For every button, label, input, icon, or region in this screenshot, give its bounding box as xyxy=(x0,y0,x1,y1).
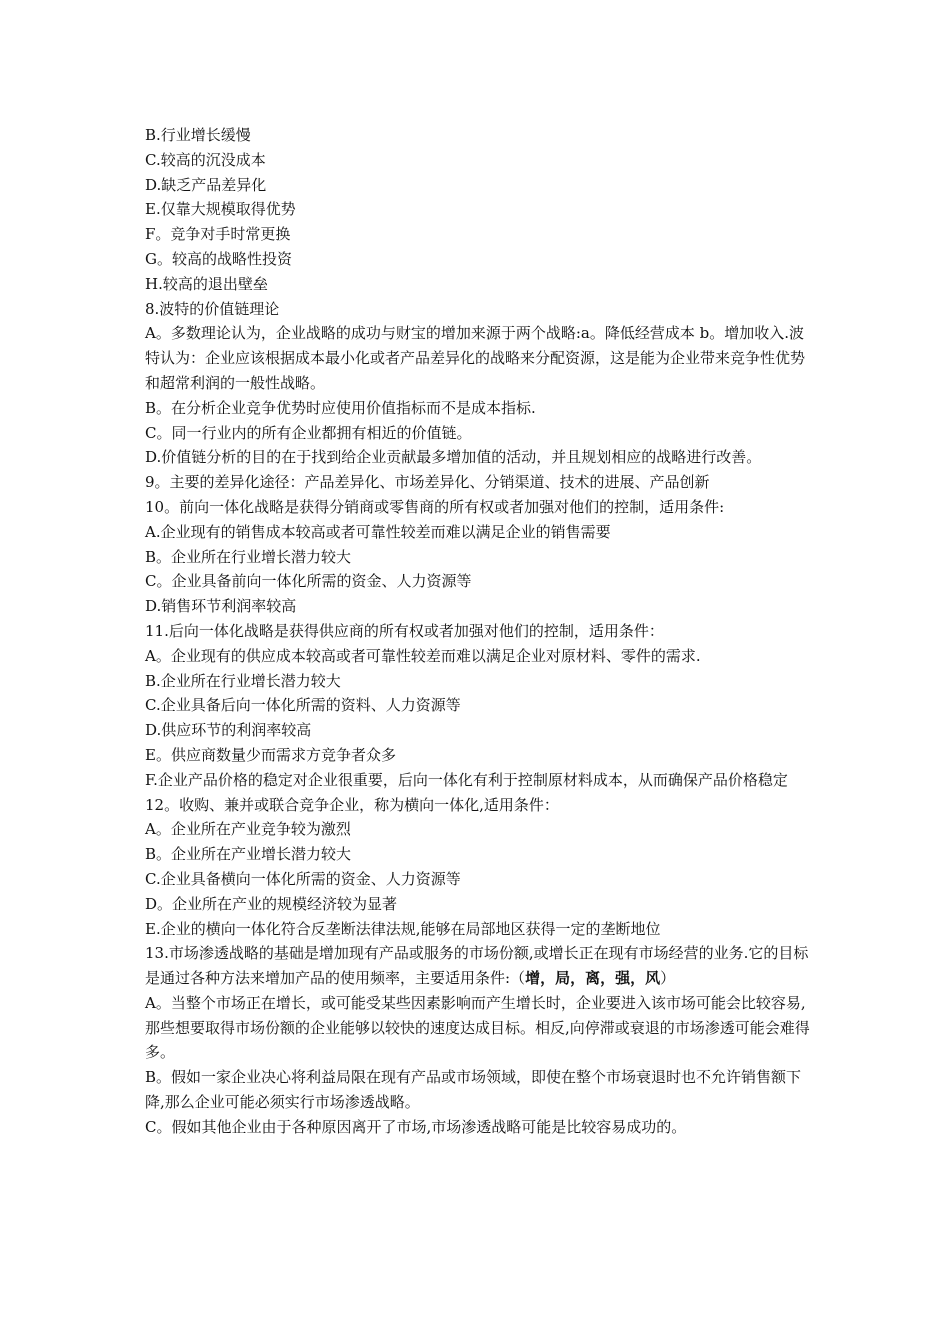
section-heading: 11.后向一体化战略是获得供应商的所有权或者加强对他们的控制，适用条件： xyxy=(145,621,664,640)
paragraph: C。假如其他企业由于各种原因离开了市场,市场渗透战略可能是比较容易成功的。 xyxy=(145,1117,687,1136)
paragraph: C.企业具备后向一体化所需的资料、人力资源等 xyxy=(145,696,461,715)
paragraph: A.企业现有的销售成本较高或者可靠性较差而难以满足企业的销售需要 xyxy=(145,522,611,541)
paragraph: E.企业的横向一体化符合反垄断法律法规,能够在局部地区获得一定的垄断地位 xyxy=(145,919,661,938)
section-13-keywords: 增，局，离，强，风 xyxy=(525,969,661,988)
section-heading: 10。前向一体化战略是获得分销商或零售商的所有权或者加强对他们的控制，适用条件: xyxy=(145,497,725,516)
paragraph: B。假如一家企业决心将利益局限在现有产品或市场领域，即使在整个市场衰退时也不允许销售额下降,那么企业可能必须实行市场渗透战略。 xyxy=(145,1068,802,1112)
paragraph: A。多数理论认为，企业战略的成功与财宝的增加来源于两个战略:a。降低经营成本 b。增加收入.波特认为：企业应该根据成本最小化或者产品差异化的战略来分配资源，这是能为企业带来竞争性优势和超常利润的一般性战略。 xyxy=(145,324,806,392)
paragraph: C.企业具备横向一体化所需的资金、人力资源等 xyxy=(145,869,461,888)
paragraph: B.行业增长缓慢 xyxy=(145,126,251,144)
paragraph: D.价值链分析的目的在于找到给企业贡献最多增加值的活动，并且规划相应的战略进行改善。 xyxy=(145,448,762,467)
paragraph: D.销售环节利润率较高 xyxy=(145,597,297,616)
paragraph: H.较高的退出壁垒 xyxy=(145,274,268,293)
section-13-paragraph xyxy=(145,941,810,991)
paragraph: A。企业现有的供应成本较高或者可靠性较差而难以满足企业对原材料、零件的需求. xyxy=(145,646,701,665)
paragraph: C.较高的沉没成本 xyxy=(145,150,266,169)
paragraph: B。在分析企业竞争优势时应使用价值指标而不是成本指标. xyxy=(145,398,536,417)
paragraph: A。企业所在产业竞争较为激烈 xyxy=(145,820,351,839)
paragraph: B。企业所在产业增长潜力较大 xyxy=(145,845,352,864)
section-heading: 12。收购、兼并或联合竞争企业，称为横向一体化,适用条件： xyxy=(145,795,559,814)
section-13-text: 13.市场渗透战略的基础是增加现有产品或服务的市场份额,或增长正在现有市场经营的业务.它的目标是通过各种方法来增加产品的使用频率，主要适用条件:（ xyxy=(145,944,809,988)
document-body xyxy=(145,123,810,1140)
section-13-close: ） xyxy=(660,969,676,988)
section-heading: 9。主要的差异化途径：产品差异化、市场差异化、分销渠道、技术的进展、产品创新 xyxy=(145,473,710,492)
paragraph: F.企业产品价格的稳定对企业很重要，后向一体化有利于控制原材料成本，从而确保产品价格稳定 xyxy=(145,770,788,789)
paragraph: E。供应商数量少而需求方竞争者众多 xyxy=(145,745,396,764)
section-heading: 8.波特的价值链理论 xyxy=(145,299,280,318)
paragraph: B.企业所在行业增长潜力较大 xyxy=(145,671,341,690)
paragraph: G。较高的战略性投资 xyxy=(145,249,292,268)
paragraph: E.仅靠大规模取得优势 xyxy=(145,200,296,219)
paragraph: A。当整个市场正在增长，或可能受某些因素影响而产生增长时，企业要进入该市场可能会比较容易,那些想要取得市场份额的企业能够以较快的速度达成目标。相反,向停滞或衰退的市场渗透可能会难得多。 xyxy=(145,993,810,1062)
paragraph: C。企业具备前向一体化所需的资金、人力资源等 xyxy=(145,572,472,591)
paragraph: C。同一行业内的所有企业都拥有相近的价值链。 xyxy=(145,423,472,442)
paragraph: F。竞争对手时常更换 xyxy=(145,225,291,244)
paragraph: D。企业所在产业的规模经济较为显著 xyxy=(145,894,398,913)
paragraph: D.缺乏产品差异化 xyxy=(145,175,267,194)
paragraph: B。企业所在行业增长潜力较大 xyxy=(145,547,352,566)
paragraph: D.供应环节的利润率较高 xyxy=(145,721,312,740)
